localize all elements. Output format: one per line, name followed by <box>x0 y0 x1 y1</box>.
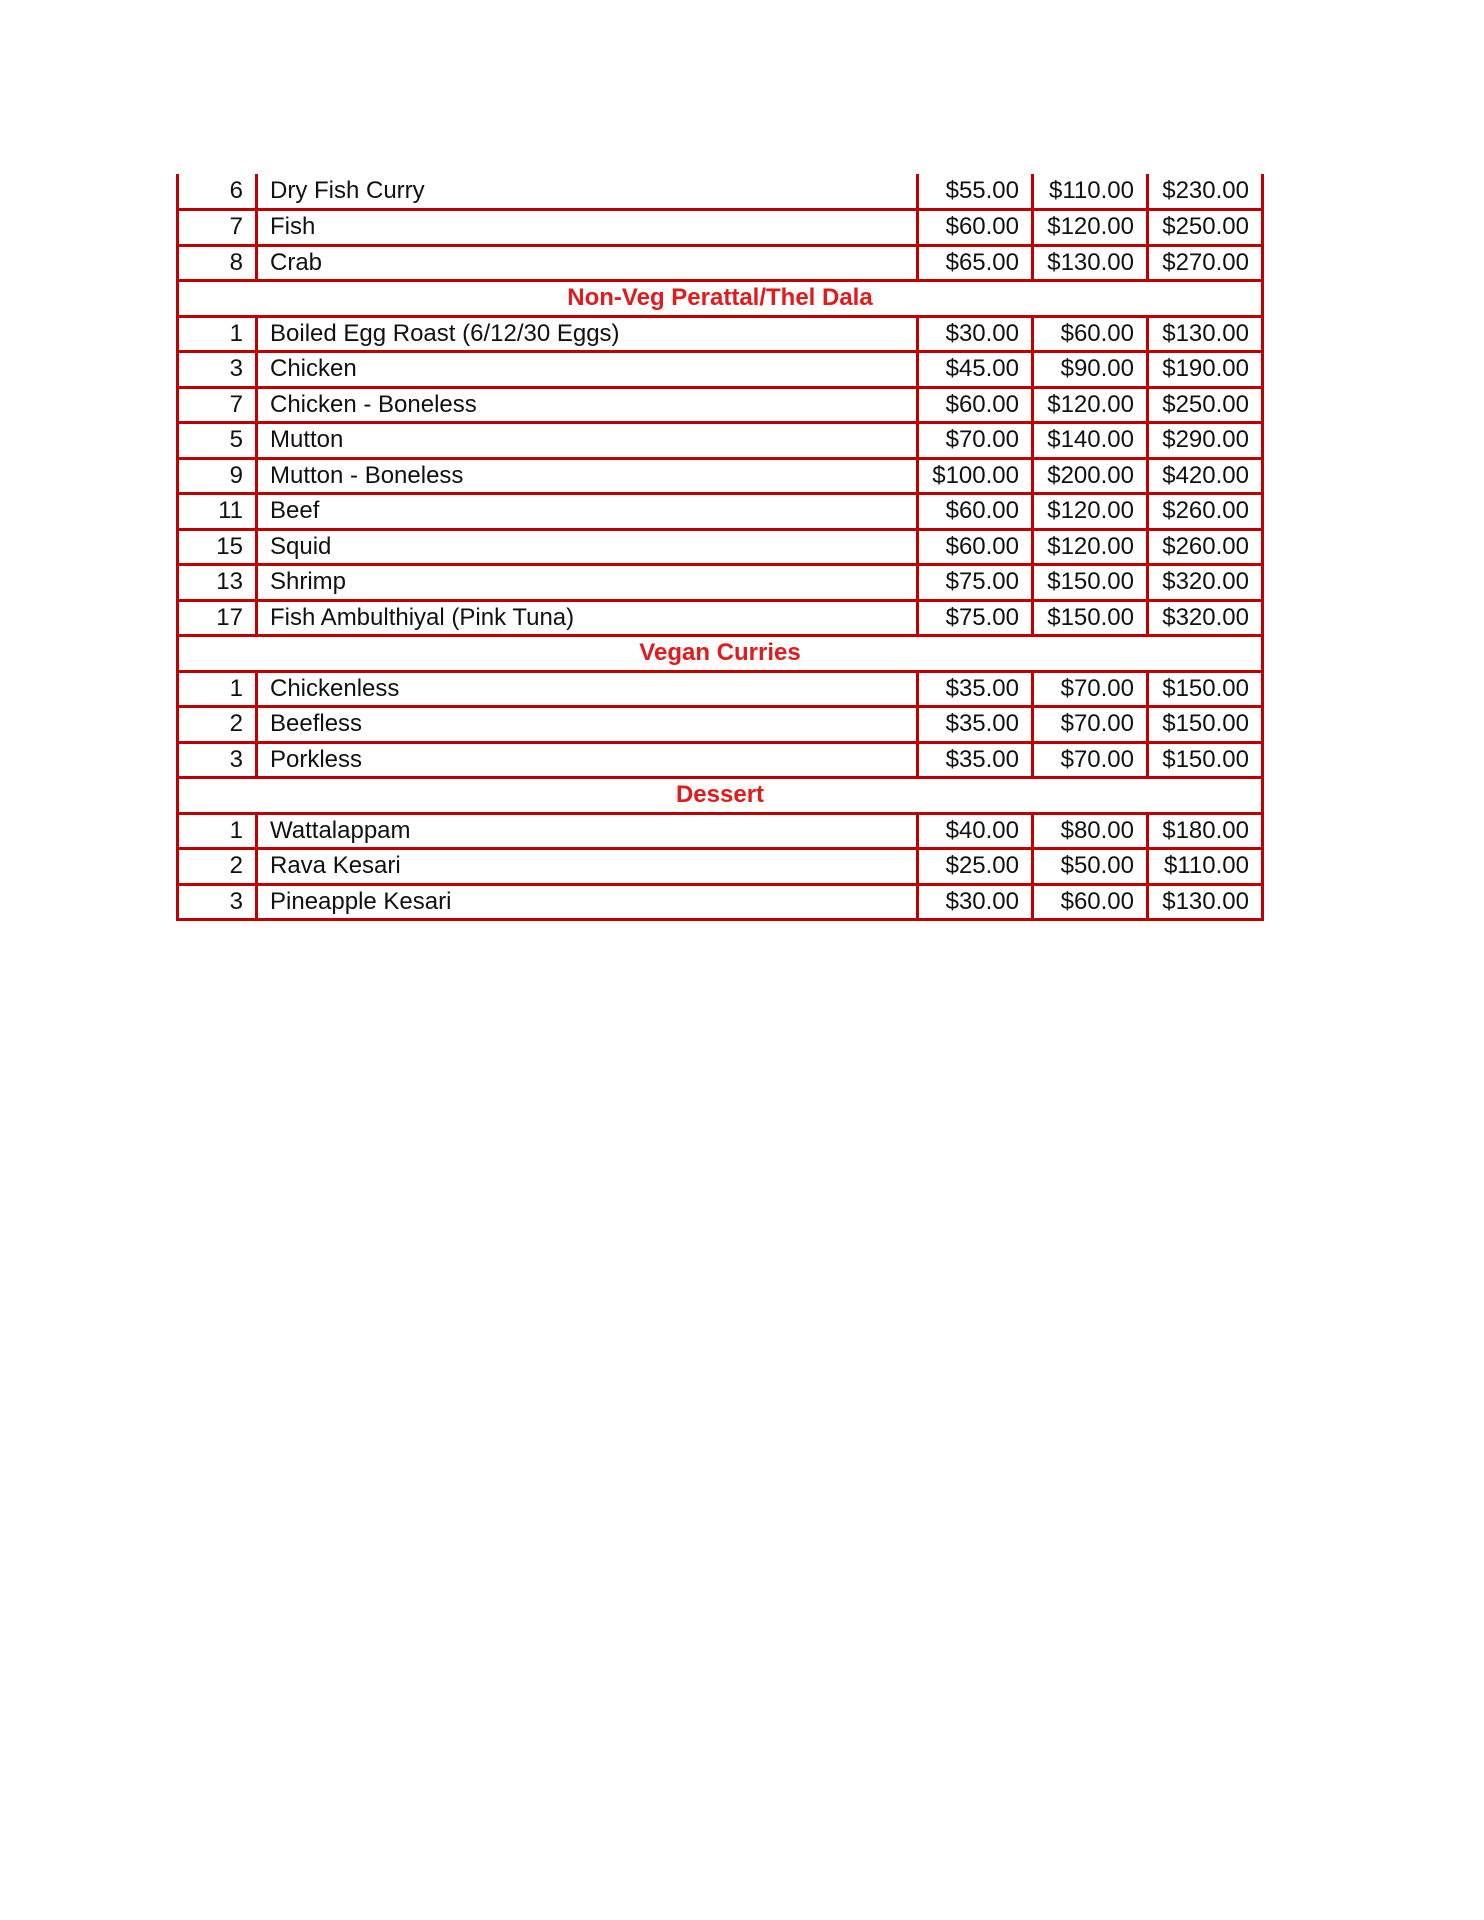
item-price-medium: $120.00 <box>1033 529 1148 565</box>
item-number: 11 <box>178 494 257 530</box>
section-header-row <box>178 636 1263 672</box>
item-price-large: $320.00 <box>1148 565 1263 601</box>
item-name: Mutton - Boneless <box>257 458 918 494</box>
item-price-medium: $70.00 <box>1033 742 1148 778</box>
item-price-medium: $120.00 <box>1033 494 1148 530</box>
item-name: Fish <box>257 210 918 246</box>
item-price-medium: $200.00 <box>1033 458 1148 494</box>
item-price-large: $130.00 <box>1148 884 1263 920</box>
item-number: 9 <box>178 458 257 494</box>
item-name: Pineapple Kesari <box>257 884 918 920</box>
item-name: Chickenless <box>257 671 918 707</box>
item-name: Dry Fish Curry <box>257 174 918 210</box>
item-price-medium: $110.00 <box>1033 174 1148 210</box>
item-number: 7 <box>178 210 257 246</box>
item-price-small: $60.00 <box>918 529 1033 565</box>
item-name: Fish Ambulthiyal (Pink Tuna) <box>257 600 918 636</box>
item-price-large: $270.00 <box>1148 245 1263 281</box>
item-price-small: $35.00 <box>918 707 1033 743</box>
item-number: 1 <box>178 813 257 849</box>
item-name: Crab <box>257 245 918 281</box>
menu-item-row <box>178 742 1263 778</box>
item-name: Rava Kesari <box>257 849 918 885</box>
item-name: Mutton <box>257 423 918 459</box>
menu-item-row <box>178 210 1263 246</box>
item-name: Shrimp <box>257 565 918 601</box>
item-price-medium: $140.00 <box>1033 423 1148 459</box>
item-price-medium: $50.00 <box>1033 849 1148 885</box>
menu-item-row <box>178 458 1263 494</box>
item-number: 2 <box>178 707 257 743</box>
item-number: 2 <box>178 849 257 885</box>
item-price-large: $150.00 <box>1148 742 1263 778</box>
item-price-large: $180.00 <box>1148 813 1263 849</box>
menu-table-body <box>178 174 1263 920</box>
item-price-medium: $70.00 <box>1033 671 1148 707</box>
menu-item-row <box>178 813 1263 849</box>
item-price-medium: $150.00 <box>1033 565 1148 601</box>
menu-item-row <box>178 423 1263 459</box>
item-number: 1 <box>178 671 257 707</box>
item-number: 7 <box>178 387 257 423</box>
item-price-large: $250.00 <box>1148 210 1263 246</box>
item-price-medium: $150.00 <box>1033 600 1148 636</box>
item-price-medium: $80.00 <box>1033 813 1148 849</box>
item-number: 3 <box>178 352 257 388</box>
menu-item-row <box>178 245 1263 281</box>
item-number: 6 <box>178 174 257 210</box>
menu-item-row <box>178 316 1263 352</box>
item-price-medium: $70.00 <box>1033 707 1148 743</box>
item-name: Beef <box>257 494 918 530</box>
section-header-row <box>178 778 1263 814</box>
item-price-small: $75.00 <box>918 565 1033 601</box>
item-price-medium: $60.00 <box>1033 316 1148 352</box>
item-price-medium: $60.00 <box>1033 884 1148 920</box>
item-price-large: $230.00 <box>1148 174 1263 210</box>
item-price-small: $65.00 <box>918 245 1033 281</box>
item-price-small: $35.00 <box>918 742 1033 778</box>
item-price-small: $30.00 <box>918 884 1033 920</box>
item-price-large: $150.00 <box>1148 671 1263 707</box>
item-price-large: $420.00 <box>1148 458 1263 494</box>
item-price-large: $190.00 <box>1148 352 1263 388</box>
item-name: Wattalappam <box>257 813 918 849</box>
item-price-small: $45.00 <box>918 352 1033 388</box>
menu-item-row <box>178 387 1263 423</box>
item-number: 15 <box>178 529 257 565</box>
item-price-large: $320.00 <box>1148 600 1263 636</box>
item-price-small: $70.00 <box>918 423 1033 459</box>
item-price-small: $100.00 <box>918 458 1033 494</box>
item-name: Chicken <box>257 352 918 388</box>
item-price-small: $55.00 <box>918 174 1033 210</box>
item-name: Squid <box>257 529 918 565</box>
menu-item-row <box>178 671 1263 707</box>
item-price-medium: $130.00 <box>1033 245 1148 281</box>
item-number: 8 <box>178 245 257 281</box>
item-name: Chicken - Boneless <box>257 387 918 423</box>
item-number: 13 <box>178 565 257 601</box>
item-price-medium: $90.00 <box>1033 352 1148 388</box>
item-number: 5 <box>178 423 257 459</box>
menu-price-table <box>176 174 1264 921</box>
section-header-row <box>178 281 1263 317</box>
item-name: Beefless <box>257 707 918 743</box>
item-price-large: $150.00 <box>1148 707 1263 743</box>
item-price-small: $35.00 <box>918 671 1033 707</box>
item-price-small: $30.00 <box>918 316 1033 352</box>
section-title: Dessert <box>178 778 1263 814</box>
item-number: 3 <box>178 742 257 778</box>
menu-item-row <box>178 494 1263 530</box>
item-name: Boiled Egg Roast (6/12/30 Eggs) <box>257 316 918 352</box>
menu-item-row <box>178 529 1263 565</box>
section-title: Non-Veg Perattal/Thel Dala <box>178 281 1263 317</box>
item-name: Porkless <box>257 742 918 778</box>
item-price-large: $260.00 <box>1148 494 1263 530</box>
menu-item-row <box>178 849 1263 885</box>
item-price-small: $25.00 <box>918 849 1033 885</box>
item-price-medium: $120.00 <box>1033 210 1148 246</box>
item-price-large: $110.00 <box>1148 849 1263 885</box>
item-price-medium: $120.00 <box>1033 387 1148 423</box>
item-price-large: $250.00 <box>1148 387 1263 423</box>
item-price-small: $75.00 <box>918 600 1033 636</box>
item-price-large: $260.00 <box>1148 529 1263 565</box>
menu-item-row <box>178 884 1263 920</box>
item-price-small: $40.00 <box>918 813 1033 849</box>
item-price-small: $60.00 <box>918 494 1033 530</box>
item-price-small: $60.00 <box>918 387 1033 423</box>
menu-item-row <box>178 174 1263 210</box>
item-number: 1 <box>178 316 257 352</box>
section-title: Vegan Curries <box>178 636 1263 672</box>
item-price-large: $290.00 <box>1148 423 1263 459</box>
menu-item-row <box>178 707 1263 743</box>
item-price-large: $130.00 <box>1148 316 1263 352</box>
menu-item-row <box>178 565 1263 601</box>
menu-item-row <box>178 352 1263 388</box>
item-price-small: $60.00 <box>918 210 1033 246</box>
item-number: 17 <box>178 600 257 636</box>
menu-item-row <box>178 600 1263 636</box>
item-number: 3 <box>178 884 257 920</box>
